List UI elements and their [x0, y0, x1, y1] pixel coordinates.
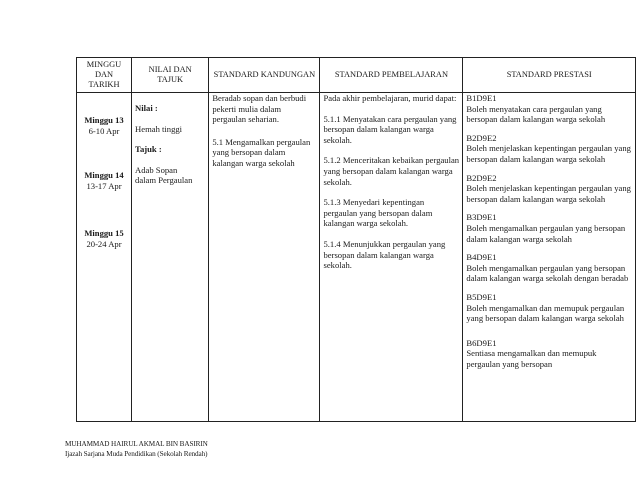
prestasi-text: Boleh menjelaskan kepentingan pergaulan yang bersopan dalam kalangan warga sekolah [466, 183, 631, 204]
header-nilai-label: NILAI DAN TAJUK [148, 65, 192, 84]
nilai-label: Nilai : [135, 103, 158, 113]
prestasi-code: B5D9E1 [466, 291, 497, 302]
pembelajaran-item: 5.1.2 Menceritakan kebaikan pergaulan yang bersopan dalam kalangan warga sekolah. [323, 155, 460, 187]
header-prestasi-label: STANDARD PRESTASI [506, 70, 592, 79]
week-14 [80, 170, 128, 191]
prestasi-code: B3D9E1 [466, 212, 497, 223]
pembelajaran-intro: Pada akhir pembelajaran, murid dapat: [323, 93, 457, 103]
table-row [77, 93, 636, 422]
table-header-row [77, 58, 636, 93]
tajuk-value: Adab Sopan dalam Pergaulan [135, 164, 193, 186]
prestasi-text: Boleh mengamalkan dan memupuk pergaulan yang bersopan dalam kalangan warga sekolah [466, 302, 625, 324]
lesson-plan-table [76, 57, 636, 422]
nilai-value: Hemah tinggi [135, 123, 183, 134]
week-label: Minggu 14 [84, 170, 124, 181]
prestasi-text: Sentiasa mengamalkan dan memupuk pergaulan yang bersopan [466, 348, 597, 369]
header-minggu [77, 58, 132, 93]
page-footer [65, 439, 208, 459]
pembelajaran-item: 5.1.4 Menunjukkan pergaulan yang bersopan dalam kalangan warga sekolah. [323, 238, 446, 271]
prestasi-code: B6D9E1 [466, 337, 497, 348]
week-13 [80, 115, 128, 136]
kandungan-item: 5.1 Mengamalkan pergaulan yang bersopan dalam kalangan warga sekolah [212, 136, 311, 168]
week-15 [80, 228, 128, 249]
prestasi-text: Boleh menyatakan cara pergaulan yang bersopan dalam kalangan warga sekolah [466, 103, 606, 125]
week-dates: 13-17 Apr [86, 180, 122, 191]
prestasi-cell [463, 93, 636, 422]
week-label: Minggu 15 [84, 228, 124, 239]
prestasi-code: B1D9E1 [466, 93, 497, 103]
prestasi-code: B2D9E2 [466, 132, 497, 143]
week-dates: 20-24 Apr [86, 238, 122, 249]
prestasi-code: B4D9E1 [466, 252, 497, 263]
nilai-cell [132, 93, 209, 422]
header-pembelajaran [320, 58, 463, 93]
header-nilai [132, 58, 209, 93]
kandungan-cell [209, 93, 320, 422]
kandungan-intro: Beradab sopan dan berbudi pekerti mulia dalam pergaulan seharian. [212, 93, 307, 125]
author-name: MUHAMMAD HAIRUL AKMAL BIN BASIRIN [65, 440, 208, 448]
prestasi-text: Boleh mengamalkan pergaulan yang bersopan dalam kalangan warga sekolah dengan beradab [466, 262, 629, 284]
header-prestasi [463, 58, 636, 93]
weeks-cell [77, 93, 132, 422]
header-kandungan [209, 58, 320, 93]
week-dates: 6-10 Apr [88, 125, 120, 136]
prestasi-text: Boleh mengamalkan pergaulan yang bersopan dalam kalangan warga sekolah [466, 222, 626, 244]
header-kandungan-label: STANDARD KANDUNGAN [213, 70, 316, 79]
prestasi-code: B2D9E2 [466, 172, 497, 183]
pembelajaran-item: 5.1.1 Menyatakan cara pergaulan yang bersopan dalam kalangan warga sekolah. [323, 113, 457, 145]
tajuk-label: Tajuk : [135, 144, 162, 155]
prestasi-text: Boleh menjelaskan kepentingan pergaulan yang bersopan dalam kalangan warga sekolah [466, 143, 631, 164]
header-minggu-label: MINGGU DAN TARIKH [86, 60, 122, 89]
author-program: Ijazah Sarjana Muda Pendidikan (Sekolah Rendah) [65, 450, 208, 458]
pembelajaran-item: 5.1.3 Menyedari kepentingan pergaulan yang bersopan dalam kalangan warga sekolah. [323, 197, 433, 229]
week-label: Minggu 13 [84, 115, 124, 125]
header-pembelajaran-label: STANDARD PEMBELAJARAN [334, 70, 448, 79]
pembelajaran-cell [320, 93, 463, 422]
